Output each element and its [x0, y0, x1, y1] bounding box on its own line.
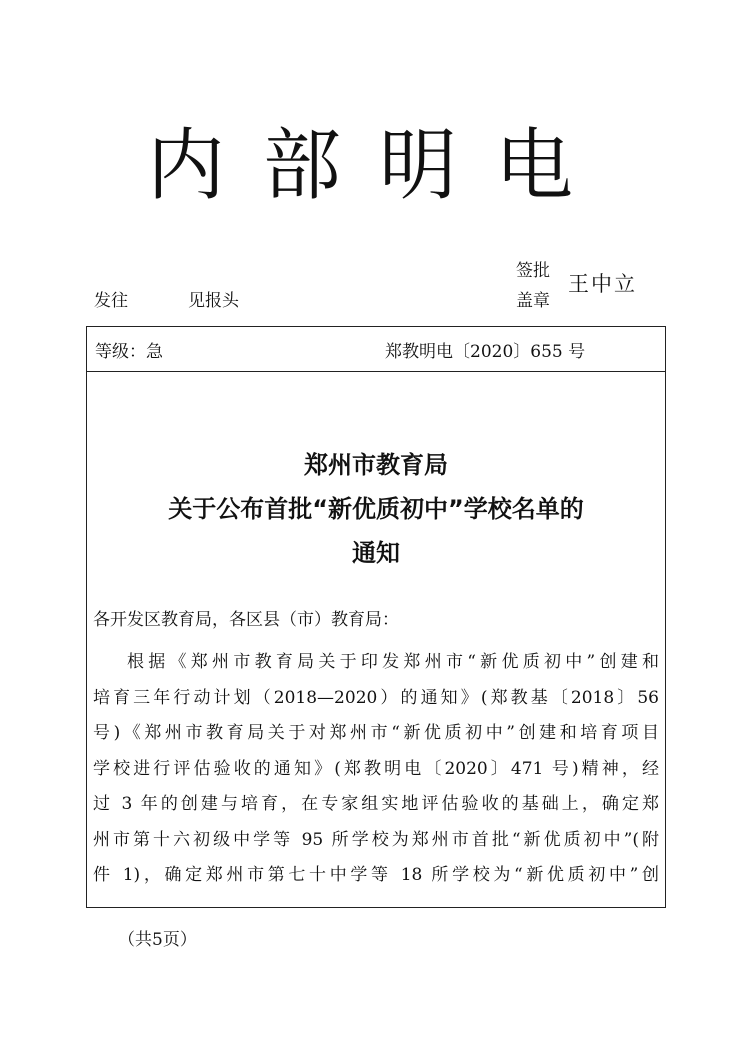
title-char: 内	[146, 121, 255, 211]
telegram-frame	[86, 326, 666, 908]
body-line: 培育三年行动计划（2018—2020）的通知》(郑教基〔2018〕56	[93, 687, 659, 708]
urgency-level: 等级：急	[95, 342, 163, 362]
sign-seal-label	[516, 256, 550, 316]
body-line: 过 3 年的创建与培育，在专家组实地评估验收的基础上，确定郑	[93, 794, 659, 814]
body-line: 州市第十六初级中学等 95 所学校为郑州市首批“新优质初中”(附	[93, 829, 659, 850]
send-to-value: 见报头	[188, 291, 239, 311]
body-line: 学校进行评估验收的通知》(郑教明电〔2020〕471 号)精神，经	[93, 758, 659, 779]
sign-label-line: 签批	[516, 261, 550, 281]
telegram-header-row	[87, 327, 665, 372]
notice-body	[93, 645, 659, 894]
title-char: 明	[379, 121, 488, 211]
title-char: 部	[262, 121, 371, 211]
notice-title-line: 通知	[352, 539, 400, 567]
body-line: 号)《郑州市教育局关于对郑州市“新优质初中”创建和培育项目	[93, 723, 659, 743]
body-line: 件 1)，确定郑州市第七十中学等 18 所学校为“新优质初中”创	[93, 865, 659, 885]
seal-label-line: 盖章	[516, 291, 550, 311]
notice-title	[87, 443, 665, 575]
body-line: 根据《郑州市教育局关于印发郑州市“新优质初中”创建和	[127, 652, 659, 672]
signer-name: 王中立	[568, 272, 637, 296]
salutation: 各开发区教育局，各区县（市）教育局：	[93, 610, 399, 630]
notice-title-line: 郑州市教育局	[304, 451, 448, 479]
telegram-title	[0, 118, 750, 214]
notice-title-line: 关于公布首批“新优质初中”学校名单的	[168, 495, 584, 523]
send-to-label: 发往	[94, 291, 128, 311]
document-number: 郑教明电〔2020〕655 号	[385, 342, 586, 362]
page-count: （共5页）	[118, 930, 197, 950]
title-char: 电	[495, 121, 604, 211]
